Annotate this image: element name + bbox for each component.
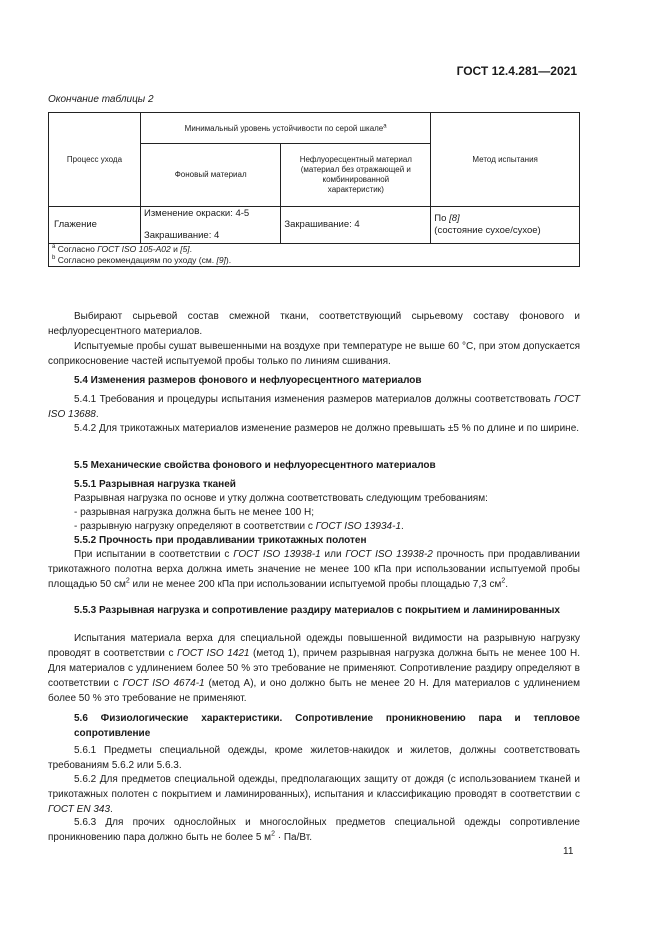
heading-5-5-1: 5.5.1 Разрывная нагрузка тканей: [74, 479, 236, 490]
paragraph-5-5-2: При испытании в соответствии с ГОСТ ISO 13938-1 или ГОСТ ISO 13938-2 прочность при продавливании трикотажного полотна верха должна иметь значение не менее 100 кПа при использовании испытуемой пробы площадью 50 $см^2$ или не менее 200 кПа при использовании испытуемой пробы площадью 7,3 $см^2$.: [48, 549, 580, 590]
note-a: $^a$ Согласно ГОСТ ISO 105-A02 и [5].: [52, 244, 193, 254]
header-method: Метод испытания: [431, 113, 580, 207]
paragraph: Разрывная нагрузка по основе и утку должна соответствовать следующим требованиям:: [74, 493, 488, 504]
note-b: $^b$ Согласно рекомендациям по уходу (см. [9]).: [52, 255, 232, 265]
paragraph: Испытуемые пробы сушат вывешенными на воздухе при температуре не выше 60 °С, при этом допускается соприкосновение частей испытуемой пробы только по линиям сшивания.: [48, 341, 580, 367]
section-heading-5-4: 5.4 Изменения размеров фонового и нефлуоресцентного материалов: [74, 375, 422, 386]
header-background: Фоновый материал: [140, 144, 280, 207]
section-heading-5-5: 5.5 Механические свойства фонового и нефлуоресцентного материалов: [74, 460, 436, 471]
section-heading-5-6: 5.6 Физиологические характеристики. Сопротивление проникновению пара и тепловое сопротивление: [74, 713, 580, 739]
paragraph-5-6-2: 5.6.2 Для предметов специальной одежды, предполагающих защиту от дождя (с использованием тканей и трикотажных полотен с покрытием и ламинированных), испытания и классификацию проводят в соответствии с ГОСТ EN 343.: [48, 774, 580, 815]
heading-5-5-2: 5.5.2 Прочность при продавливании трикотажных полотен: [74, 535, 367, 546]
cell-nonfluo: Закрашивание: 4: [281, 207, 431, 244]
header-min-level: Минимальный уровень устойчивости по серой шкале$^a$: [140, 113, 430, 144]
header-nonfluo: Нефлуоресцентный материал (материал без отражающей и комбинированной характеристик): [281, 144, 431, 207]
paragraph: Выбирают сырьевой состав смежной ткани, соответствующий сырьевому составу фонового и нефлуоресцентного материалов.: [48, 311, 580, 337]
header-process: Процесс ухода: [49, 113, 141, 207]
heading-5-5-3: 5.5.3 Разрывная нагрузка и сопротивление раздиру материалов с покрытием и ламинированных: [74, 605, 560, 616]
table-notes: [49, 244, 580, 267]
paragraph-5-6-3: 5.6.3 Для прочих однослойных и многослойных предметов специальной одежды сопротивление проникновению пара должно быть не более 5 $м^2 \cdot Па/Вт$.: [48, 817, 580, 843]
paragraph-5-4-1: 5.4.1 Требования и процедуры испытания изменения размеров материалов должны соответствовать ГОСТ ISO 13688.: [48, 394, 580, 420]
standard-number: ГОСТ 12.4.281—2021: [456, 64, 577, 78]
table-row: [49, 207, 580, 244]
paragraph-5-4-2: 5.4.2 Для трикотажных материалов изменение размеров не должно превышать ±5 % по длине и по ширине.: [74, 423, 580, 434]
paragraph-5-6-1: 5.6.1 Предметы специальной одежды, кроме жилетов-накидок и жилетов, должны соответствовать требованиям 5.6.2 или 5.6.3.: [48, 745, 580, 771]
paragraph-5-5-3: Испытания материала верха для специальной одежды повышенной видимости на разрывную нагрузку проводят в соответствии с ГОСТ ISO 1421 (метод 1), причем разрывная нагрузка должна быть не менее 100 Н. Для материалов с удлинением более 50 % это требование не применяют. Сопротивление раздиру определяют в соответствии с ГОСТ ISO 4674-1 (метод А), и оно должно быть не менее 20 Н. Для материалов с удлинением более 50 % это требование не применяют.: [48, 633, 580, 704]
list-item: - разрывная нагрузка должна быть не менее 100 Н;: [74, 507, 314, 518]
list-item: - разрывную нагрузку определяют в соответствии с ГОСТ ISO 13934-1.: [74, 521, 404, 532]
cell-background: Изменение окраски: 4-5 Закрашивание: 4: [140, 207, 280, 244]
requirements-table: [48, 112, 580, 267]
cell-method: По [8] (состояние сухое/сухое): [431, 207, 580, 244]
cell-process: Глажение: [49, 207, 141, 244]
table-caption: Окончание таблицы 2: [48, 94, 154, 105]
page-number: 11: [563, 846, 574, 857]
